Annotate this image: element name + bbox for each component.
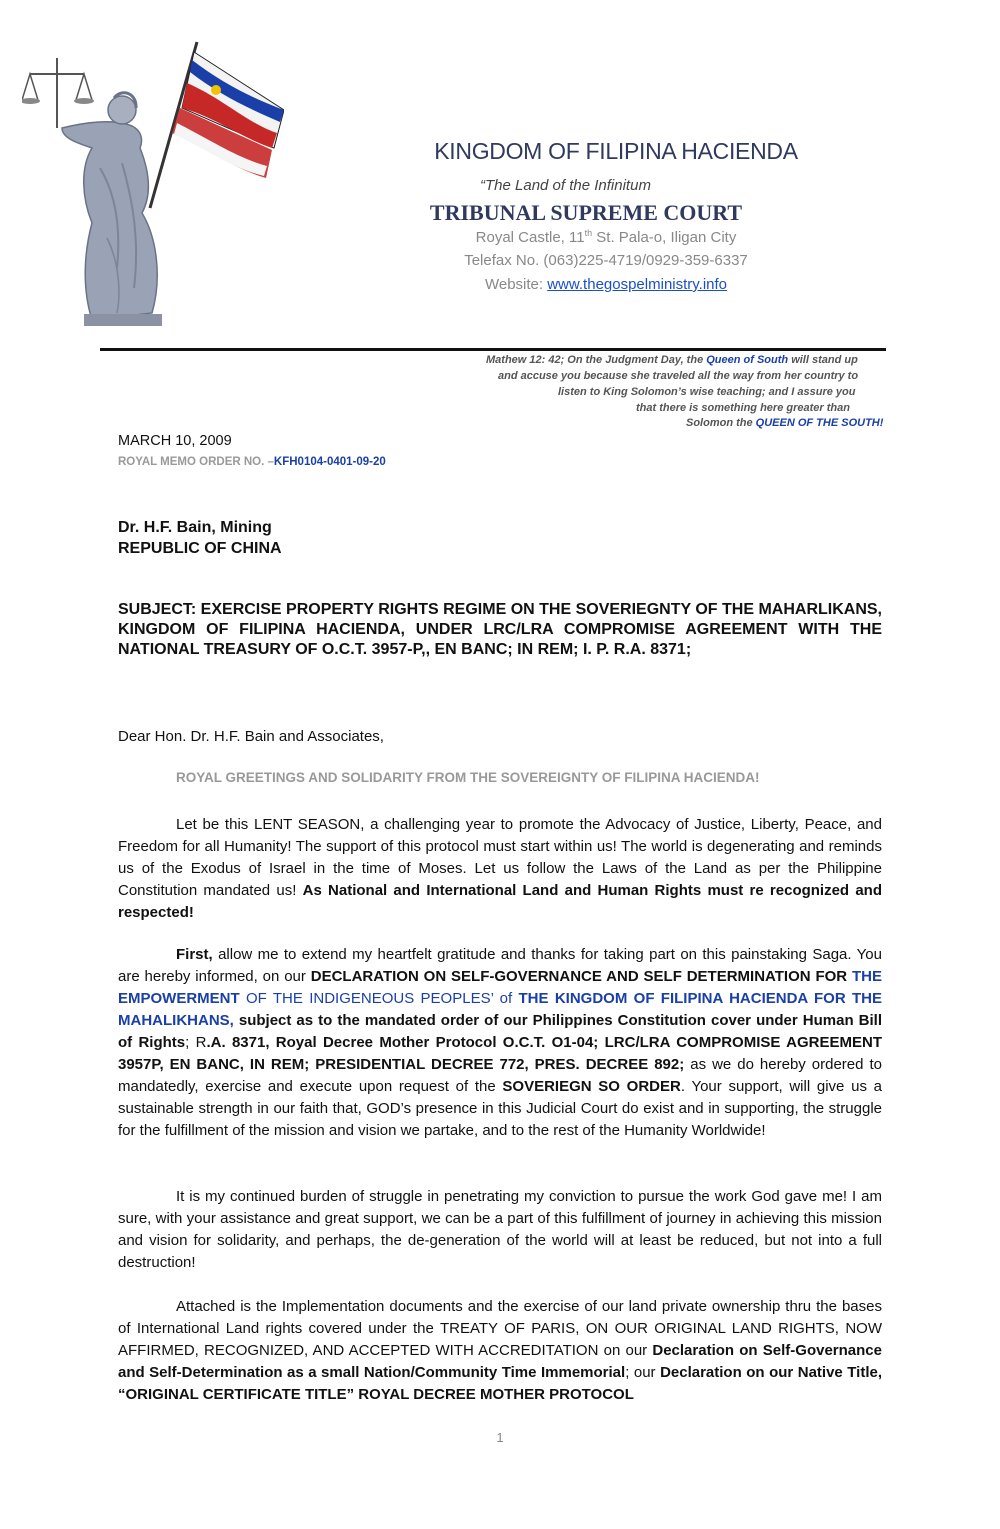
verse-line-2: and accuse you because she traveled all the way from her country to — [498, 370, 859, 382]
website-link[interactable]: www.thegospelministry.info — [547, 276, 728, 293]
verse-line-4: that there is something here greater than — [636, 402, 850, 414]
page-number: 1 — [496, 1430, 504, 1445]
paragraph-3: It is my continued burden of struggle in penetrating my conviction to pursue the work God gave me! I am sure, with your assistance and great support, we can be a part of this fulfillment of journey in achieving this mission and vision for solidarity, and perhaps, the de-generation of the world will at least be reduced, but not into a full destruction! — [118, 1188, 882, 1271]
recipient-country: REPUBLIC OF CHINA — [118, 540, 282, 557]
court-name: TRIBUNAL SUPREME COURT — [429, 200, 743, 225]
justice-statue-logo-icon — [22, 38, 284, 328]
website-line: Website: www.thegospelministry.info — [484, 276, 728, 293]
verse-line-5: Solomon the QUEEN OF THE SOUTH! — [686, 417, 884, 429]
paragraph-2: First, allow me to extend my heartfelt gratitude and thanks for taking part on this painstaking Saga. You are hereby informed, on our DECLARATION ON SELF-GOVERNANCE AND SELF DETERMINATION FOR THE EMPOWERMENT OF THE INDIGENEOUS PEOPLES’ of THE KINGDOM OF FILIPINA HACIENDA FOR THE MAHALIKHANS, subject as to the mandated order of our Philippines Constitution cover under Human Bill of Rights; R.A. 8371, Royal Decree Mother Protocol O.C.T. O1-04; LRC/LRA COMPROMISE AGREEMENT 3957P, EN BANC, IN REM; PRESIDENTIAL DECREE 772, PRES. DECREE 892; as we do hereby ordered to mandatedly, exercise and execute upon request of the SOVERIEGN SO ORDER. Your support, will give us a sustainable strength in our faith that, GOD’s presence in this Judicial Court do exist and in supporting, the struggle for the fulfillment of the mission and vision we partake, and to the rest of the Humanity Worldwide! — [118, 946, 882, 1139]
letter-date: MARCH 10, 2009 — [118, 433, 232, 449]
memo-order: ROYAL MEMO ORDER NO. –KFH0104-0401-09-20 — [118, 456, 386, 468]
kingdom-title: KINGDOM OF FILIPINA HACIENDA — [434, 138, 798, 164]
kingdom-motto: “The Land of the Infinitum — [480, 177, 651, 194]
royal-greeting: ROYAL GREETINGS AND SOLIDARITY FROM THE SOVEREIGNTY OF FILIPINA HACIENDA! — [176, 770, 760, 785]
paragraph-1: Let be this LENT SEASON, a challenging year to promote the Advocacy of Justice, Liberty, Peace, and Freedom for all Humanity! The support of this protocol must start within us! The world is degenerating and reminds us of the Exodus of Israel in the time of Moses. Let us follow the Laws of the Land as per the Philippine Constitution mandated us! As National and International Land and Human Rights must re recognized and respected! — [118, 816, 882, 921]
paragraph-4: Attached is the Implementation documents and the exercise of our land private ownership thru the bases of International Land rights covered under the TREATY OF PARIS, ON OUR ORIGINAL LAND RIGHTS, NOW AFFIRMED, RECOGNIZED, AND ACCEPTED WITH ACCREDITATION on our Declaration on Self-Governance and Self-Determination as a small Nation/Community Time Immemorial; our Declaration on our Native Title, “ORIGINAL CERTIFICATE TITLE” ROYAL DECREE MOTHER PROTOCOL — [118, 1298, 883, 1403]
verse-line-1: Mathew 12: 42; On the Judgment Day, the Queen of South will stand up — [486, 354, 858, 366]
verse-line-3: listen to King Solomon’s wise teaching; and I assure you — [558, 386, 856, 398]
subject-line: SUBJECT: EXERCISE PROPERTY RIGHTS REGIME ON THE SOVERIEGNTY OF THE MAHARLIKANS, KINGDOM OF FILIPINA HACIENDA, UNDER LRC/LRA COMPROMISE AGREEMENT WITH THE NATIONAL TREASURY OF O.C.T. 3957-P,, EN BANC; IN REM; I. P. R.A. 8371; — [118, 601, 882, 658]
recipient-name: Dr. H.F. Bain, Mining — [118, 519, 272, 536]
salutation: Dear Hon. Dr. H.F. Bain and Associates, — [118, 728, 384, 745]
telefax-line: Telefax No. (063)225-4719/0929-359-6337 — [464, 252, 748, 269]
header-divider — [100, 348, 886, 351]
address-line: Royal Castle, 11th St. Pala-o, Iligan City — [475, 228, 737, 246]
